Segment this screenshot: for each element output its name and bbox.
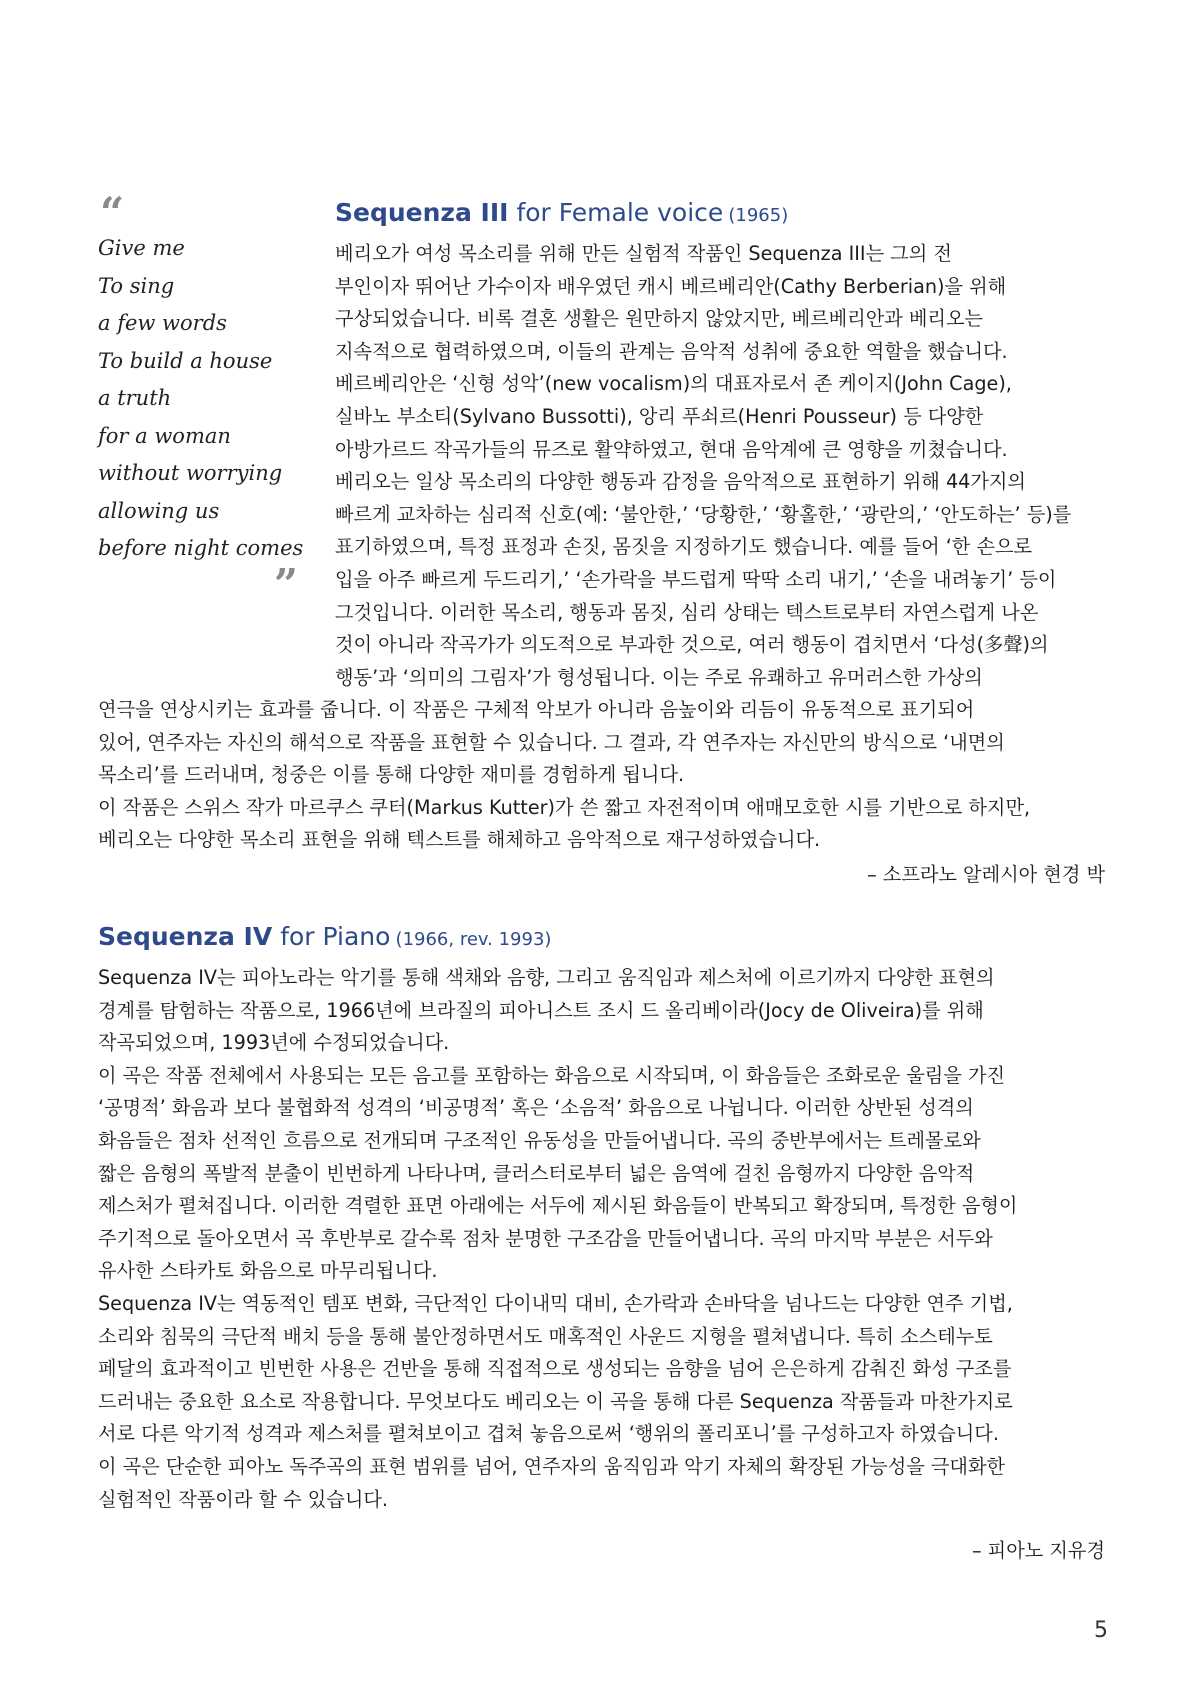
poem-line: without worrying — [98, 461, 283, 485]
text-line: 소리와 침묵의 극단적 배치 등을 통해 불안정하면서도 매혹적인 사운드 지형을 펼쳐냅니다. 특히 소스테누토 — [98, 1324, 993, 1348]
text-line: 베르베리안은 ‘신형 성악’(new vocalism)의 대표자로서 존 케이지(John Cage), — [335, 372, 1012, 396]
text-line: 아방가르드 작곡가들의 뮤즈로 활약하였고, 현대 음악계에 큰 영향을 끼쳤습니다. — [335, 437, 1008, 461]
text-line: 구상되었습니다. 비록 결혼 생활은 원만하지 않았지만, 베르베리안과 베리오는 — [335, 307, 984, 331]
text-line: 베리오는 일상 목소리의 다양한 행동과 감정을 음악적으로 표현하기 위해 44가지의 — [335, 470, 1026, 494]
text-line: 드러내는 중요한 요소로 작용합니다. 무엇보다도 베리오는 이 곡을 통해 다른 Sequenza 작품들과 마찬가지로 — [98, 1389, 1013, 1413]
text-line: 입을 아주 빠르게 두드리기,’ ‘손가락을 부드럽게 딱딱 소리 내기,’ ‘손을 내려놓기’ 등이 — [335, 567, 1057, 591]
text-line: 연극을 연상시키는 효과를 줍니다. 이 작품은 구체적 악보가 아니라 음높이와 리듬이 유동적으로 표기되어 — [98, 698, 975, 721]
text-line: 있어, 연주자는 자신의 해석으로 작품을 표현할 수 있습니다. 그 결과, 각 연주자는 자신만의 방식으로 ‘내면의 — [98, 730, 1005, 754]
poem-lines — [98, 230, 304, 568]
text-line: 목소리’를 드러내며, 청중은 이를 통해 다양한 재미를 경험하게 됩니다. — [98, 763, 685, 787]
text-line: 실험적인 작품이라 할 수 있습니다. — [98, 1487, 388, 1511]
page-number: 5 — [1094, 1618, 1108, 1643]
section2-body — [98, 962, 1108, 1516]
poem-line: Give me — [98, 236, 185, 260]
text-line: 이 곡은 단순한 피아노 독주곡의 표현 범위를 넘어, 연주자의 움직임과 악기 자체의 확장된 가능성을 극대화한 — [98, 1454, 1006, 1478]
text-line: 화음들은 점차 선적인 흐름으로 전개되며 구조적인 유동성을 만들어냅니다. 곡의 중반부에서는 트레몰로와 — [98, 1128, 981, 1152]
text-line: Sequenza IV는 피아노라는 악기를 통해 색채와 음향, 그리고 움직임과 제스처에 이르기까지 다양한 표현의 — [98, 966, 995, 989]
section-year: (1965) — [728, 205, 789, 226]
section-year: (1966, rev. 1993) — [395, 929, 552, 950]
text-line: 이 작품은 스위스 작가 마르쿠스 쿠터(Markus Kutter)가 쓴 짧고 자전적이며 애매모호한 시를 기반으로 하지만, — [98, 795, 1031, 819]
text-line: 표기하였으며, 특정 표정과 손짓, 몸짓을 지정하기도 했습니다. 예를 들어 ‘한 손으로 — [335, 535, 1033, 559]
poem-line: a truth — [98, 386, 172, 410]
text-line: 작곡되었으며, 1993년에 수정되었습니다. — [98, 1031, 450, 1055]
section-heading-sequenza-iv — [98, 922, 551, 951]
poem-line: To sing — [98, 273, 175, 298]
text-line: 지속적으로 협력하였으며, 이들의 관계는 음악적 성취에 중요한 역할을 했습니다. — [335, 339, 1008, 363]
section1-paragraph-1 — [335, 238, 1108, 694]
close-quote-icon: ” — [273, 559, 298, 609]
text-line: 것이 아니라 작곡가가 의도적으로 부과한 것으로, 여러 행동이 겹치면서 ‘다성(多聲)의 — [335, 633, 1049, 657]
text-line: 짧은 음형의 폭발적 분출이 빈번하게 나타나며, 클러스터로부터 넓은 음역에 걸친 음형까지 다양한 음악적 — [98, 1161, 975, 1185]
text-line: Sequenza IV는 역동적인 템포 변화, 극단적인 다이내믹 대비, 손가락과 손바닥을 넘나드는 다양한 연주 기법, — [98, 1291, 1013, 1315]
text-line: 베리오가 여성 목소리를 위해 만든 실험적 작품인 Sequenza III는 그의 전 — [335, 242, 952, 265]
poem-line: before night comes — [98, 536, 304, 560]
text-line: ‘공명적’ 화음과 보다 불협화적 성격의 ‘비공명적’ 혹은 ‘소음적’ 화음으로 나뉩니다. 이러한 상반된 성격의 — [98, 1096, 974, 1120]
text-line: 주기적으로 돌아오면서 곡 후반부로 갈수록 점차 분명한 구조감을 만들어냅니다. 곡의 마지막 부분은 서두와 — [98, 1226, 993, 1250]
text-line: 유사한 스타카토 화음으로 마무리됩니다. — [98, 1259, 438, 1283]
poem-line: To build a house — [98, 348, 273, 373]
text-line: 제스처가 펼쳐집니다. 이러한 격렬한 표면 아래에는 서두에 제시된 화음들이 반복되고 확장되며, 특정한 음형이 — [98, 1194, 1018, 1218]
section1-paragraph-2-continued — [98, 694, 1108, 857]
section-heading-sequenza-iii — [335, 198, 788, 227]
performer-signature: – 소프라노 알레시아 현경 박 — [867, 863, 1105, 886]
text-line: 실바노 부소티(Sylvano Bussotti), 앙리 푸쇠르(Henri Pousseur) 등 다양한 — [335, 404, 984, 428]
text-line: 서로 다른 악기적 성격과 제스처를 펼쳐보이고 겹쳐 놓음으로써 ‘행위의 폴리포니’를 구성하고자 하였습니다. — [98, 1422, 999, 1446]
poem-line: for a woman — [98, 423, 231, 448]
section-instrument: for Female voice — [516, 198, 724, 227]
pull-quote — [98, 188, 304, 609]
text-line: 페달의 효과적이고 빈번한 사용은 건반을 통해 직접적으로 생성되는 음향을 넘어 은은하게 감춰진 화성 구조를 — [98, 1357, 1012, 1381]
text-line: 행동’과 ‘의미의 그림자’가 형성됩니다. 이는 주로 유쾌하고 유머러스한 가상의 — [335, 665, 983, 689]
text-line: 경계를 탐험하는 작품으로, 1966년에 브라질의 피아니스트 조시 드 올리베이라(Jocy de Oliveira)를 위해 — [98, 998, 984, 1022]
text-line: 빠르게 교차하는 심리적 신호(예: ‘불안한,’ ‘당황한,’ ‘황홀한,’ ‘광란의,’ ‘안도하는’ 등)를 — [335, 502, 1072, 526]
open-quote-icon: “ — [100, 188, 125, 237]
performer-signature: – 피아노 지유경 — [971, 1539, 1105, 1562]
text-line: 베리오는 다양한 목소리 표현을 위해 텍스트를 해체하고 음악적으로 재구성하였습니다. — [98, 828, 821, 852]
section-title: Sequenza IV — [98, 922, 273, 951]
text-line: 부인이자 뛰어난 가수이자 배우였던 캐시 베르베리안(Cathy Berberian)을 위해 — [335, 274, 1007, 298]
poem-line: a few words — [98, 311, 227, 335]
section-title: Sequenza III — [335, 198, 509, 227]
text-line: 이 곡은 작품 전체에서 사용되는 모든 음고를 포함하는 화음으로 시작되며, 이 화음들은 조화로운 울림을 가진 — [98, 1063, 1006, 1087]
text-line: 그것입니다. 이러한 목소리, 행동과 몸짓, 심리 상태는 텍스트로부터 자연스럽게 나온 — [335, 600, 1039, 624]
poem-line: allowing us — [98, 498, 220, 523]
section-instrument: for Piano — [280, 922, 391, 951]
